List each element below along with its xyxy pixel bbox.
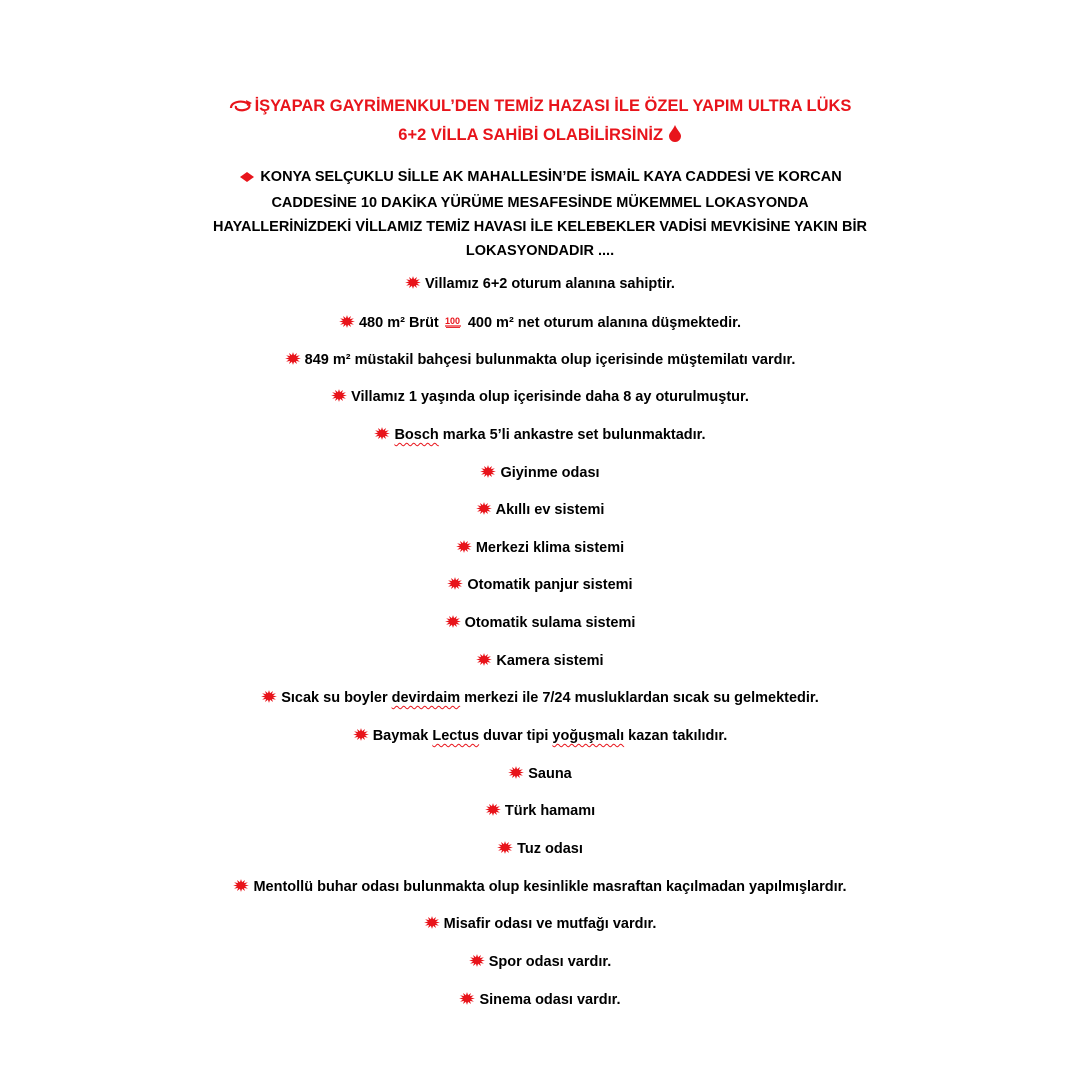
list-item-text: Sauna <box>528 766 572 782</box>
red-star-burst-icon <box>285 352 301 365</box>
list-item <box>60 574 1020 596</box>
list-item-text: Otomatik sulama sistemi <box>464 615 636 631</box>
page-title <box>100 93 980 151</box>
list-item-text: kazan takılıdır. <box>624 728 728 744</box>
red-star-burst-icon <box>331 389 347 402</box>
list-item-text: Merkezi klima sistemi <box>475 540 625 556</box>
red-star-burst-icon <box>459 992 475 1005</box>
list-item <box>60 763 1020 785</box>
title-line-2 <box>100 122 980 151</box>
list-item-text: Giyinme odası <box>500 465 600 481</box>
list-item-text: Villamız 1 yaşında olup içerisinde daha 8 ay oturulmuştur. <box>351 389 749 405</box>
list-item-text: Villamız 6+2 oturum alanına sahiptir. <box>425 276 675 292</box>
red-star-burst-icon <box>374 427 390 440</box>
red-star-burst-icon <box>339 315 355 328</box>
list-item <box>60 989 1020 1011</box>
list-item-text: duvar tipi <box>479 728 553 744</box>
intro-paragraph <box>110 165 970 263</box>
misspelled-word: Lectus <box>432 728 480 744</box>
list-item <box>60 386 1020 408</box>
list-item <box>60 687 1020 709</box>
list-item <box>60 725 1020 747</box>
red-star-burst-icon <box>261 690 277 703</box>
red-star-burst-icon <box>445 615 461 628</box>
drop-icon <box>668 124 682 151</box>
intro-text-3: HAYALLERİNİZDEKİ VİLLAMIZ TEMİZ HAVASI İLE KELEBEKLER VADİSİ MEVKİSİNE YAKIN BİR <box>213 219 867 235</box>
misspelled-word: Bosch <box>394 427 439 443</box>
list-item <box>60 462 1020 484</box>
red-diamond-icon <box>238 167 256 191</box>
misspelled-word: yoğuşmalı <box>552 728 625 744</box>
list-item <box>60 349 1020 371</box>
list-item-text: Misafir odası ve mutfağı vardır. <box>443 916 657 932</box>
list-item <box>60 913 1020 935</box>
red-star-burst-icon <box>508 766 524 779</box>
intro-text-2: CADDESİNE 10 DAKİKA YÜRÜME MESAFESİNDE MÜKEMMEL LOKASYONDA <box>271 195 809 211</box>
list-item-text: 400 m² net oturum alanına düşmektedir. <box>467 315 741 331</box>
intro-line-1 <box>110 165 970 191</box>
list-item <box>60 312 1020 334</box>
list-item-text: Spor odası vardır. <box>488 954 612 970</box>
red-star-burst-icon <box>424 916 440 929</box>
list-item-text: Tuz odası <box>517 841 583 857</box>
red-star-burst-icon <box>476 653 492 666</box>
red-star-burst-icon <box>485 803 501 816</box>
list-item-text: Baymak <box>372 728 433 744</box>
red-star-burst-icon <box>233 879 249 892</box>
red-star-burst-icon <box>405 276 421 289</box>
list-item-text: 849 m² müstakil bahçesi bulunmakta olup içerisinde müştemilatı vardır. <box>304 352 796 368</box>
red-star-burst-icon <box>353 728 369 741</box>
svg-text:100: 100 <box>444 316 460 326</box>
list-item-text: Sıcak su boyler <box>281 690 392 706</box>
list-item-text: 480 m² Brüt <box>358 315 439 331</box>
red-star-burst-icon <box>480 465 496 478</box>
list-item-text: Türk hamamı <box>504 803 596 819</box>
list-item-text: Akıllı ev sistemi <box>495 502 605 518</box>
list-item <box>60 424 1020 446</box>
list-item <box>60 499 1020 521</box>
red-star-burst-icon <box>447 577 463 590</box>
swirl-arrow-icon <box>229 95 255 122</box>
list-item <box>60 650 1020 672</box>
title-line-1 <box>100 93 980 122</box>
list-item <box>60 838 1020 860</box>
red-star-burst-icon <box>469 954 485 967</box>
list-item-text: Otomatik panjur sistemi <box>467 577 633 593</box>
intro-text-4: LOKASYONDADIR .... <box>465 243 615 259</box>
list-item-text: Mentollü buhar odası bulunmakta olup kesinlikle masraftan kaçılmadan yapılmışlardır. <box>253 879 847 895</box>
list-item <box>60 876 1020 898</box>
title-text-2: 6+2 VİLLA SAHİBİ OLABİLİRSİNİZ <box>398 126 664 144</box>
list-item <box>60 951 1020 973</box>
misspelled-word: devirdaim <box>391 690 461 706</box>
red-star-burst-icon <box>456 540 472 553</box>
list-item-text: marka 5’li ankastre set bulunmaktadır. <box>438 427 706 443</box>
title-text-1: İŞYAPAR GAYRİMENKUL’DEN TEMİZ HAZASI İLE ÖZEL YAPIM ULTRA LÜKS <box>254 97 852 115</box>
intro-text-1: KONYA SELÇUKLU SİLLE AK MAHALLESİN’DE İSMAİL KAYA CADDESİ VE KORCAN <box>260 169 842 185</box>
list-item-text: Sinema odası vardır. <box>479 992 621 1008</box>
list-item-text: Kamera sistemi <box>496 653 604 669</box>
red-star-burst-icon <box>497 841 513 854</box>
list-item <box>60 273 1020 295</box>
hundred-points-icon <box>445 315 462 328</box>
red-star-burst-icon <box>476 502 492 515</box>
list-item-text: merkezi ile 7/24 musluklardan sıcak su gelmektedir. <box>460 690 819 706</box>
list-item <box>60 800 1020 822</box>
list-item <box>60 537 1020 559</box>
list-item <box>60 612 1020 634</box>
